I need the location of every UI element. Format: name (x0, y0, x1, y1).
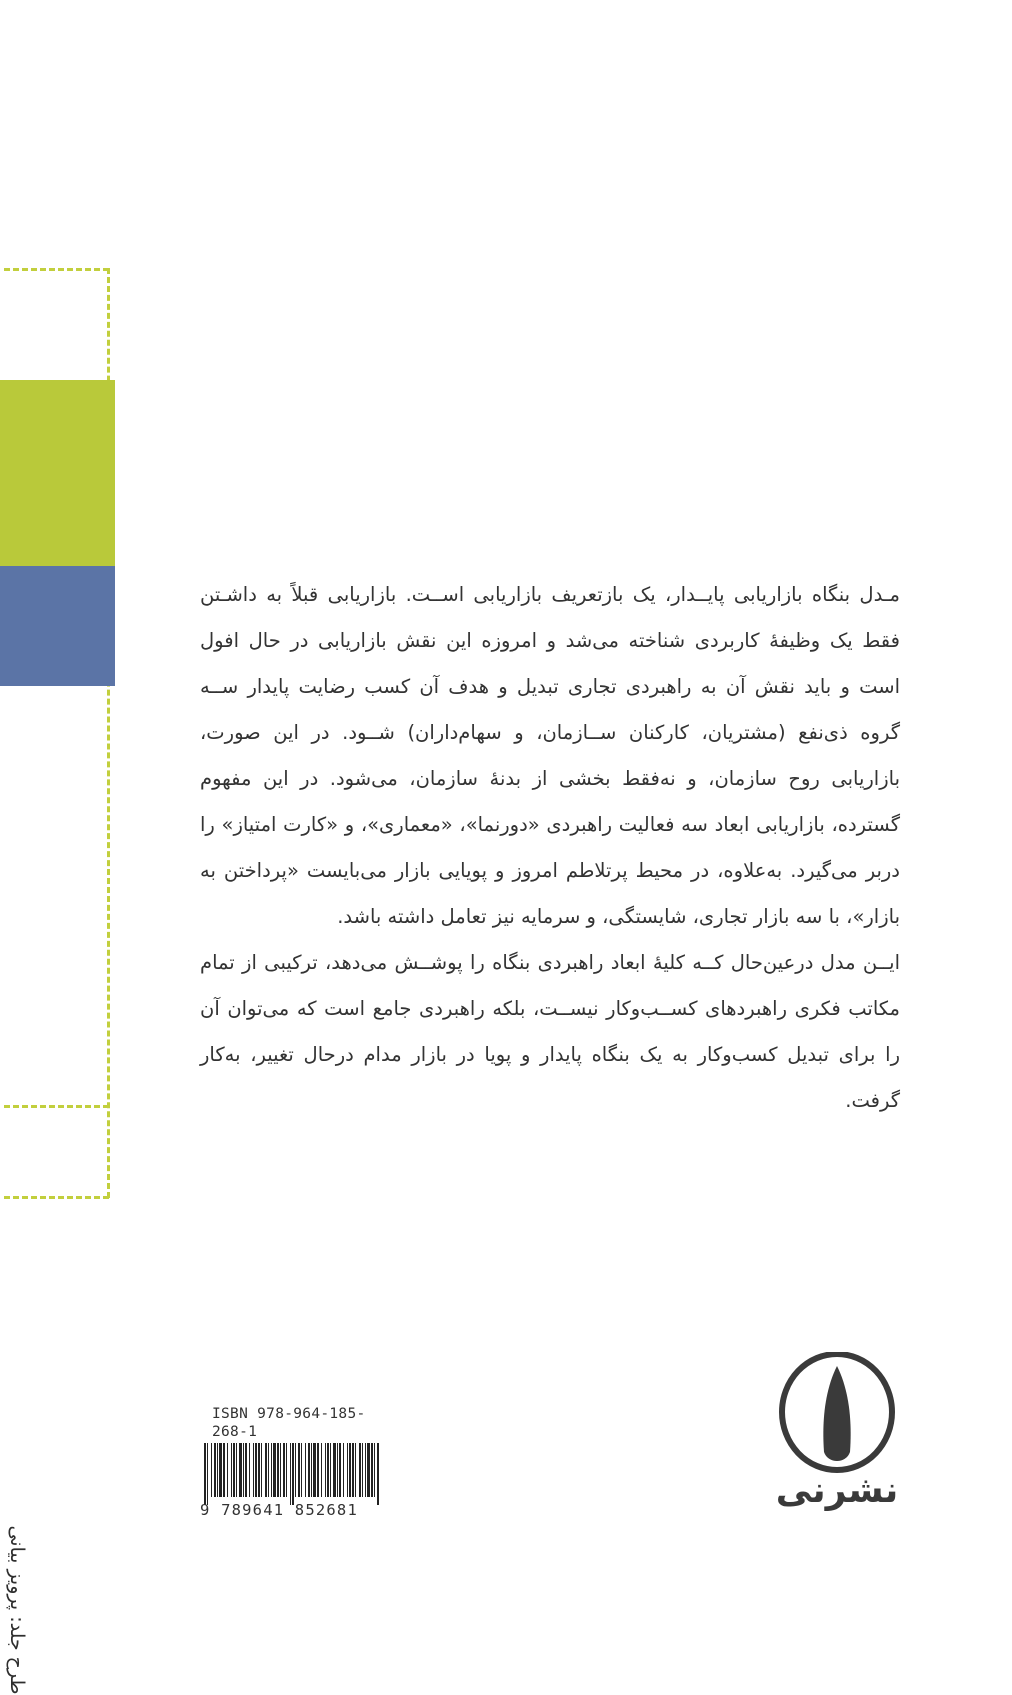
barcode-digits: 9 789641 852681 (200, 1501, 358, 1519)
dashed-frame-top (4, 268, 109, 271)
cover-designer-credit: طرح جلد: پرویز بیانی (6, 1525, 28, 1695)
blurb-paragraph-1: مـدل بنگاه بازاریابی پایــدار، یک بازتعریف بازاریابی اســت. بازاریابی قبلاً به داشـتن فقط یک وظیفهٔ کاربردی شناخته می‌شد و امروزه این نقش بازاریابی در حال افول است و باید نقش آن به راهبردی تجاری تبدیل و هدف آن کسب رضایت پایدار ســه گروه ذی‌نفع (مشتریان، کارکنان ســازمان، و سهام‌داران) شــود. در این صورت، بازاریابی روح سازمان، و نه‌فقط بخشی از بدنهٔ سازمان، می‌شود. در این مفهوم گسترده، بازاریابی ابعاد سه فعالیت راهبردی «دورنما»، «معماری»، و «کارت امتیاز» را دربر می‌گیرد. به‌علاوه، در محیط پرتلاطم امروز و پویایی بازار می‌بایست «پرداختن به بازار»، با سه بازار تجاری، شایستگی، و سرمایه نیز تعامل داشته باشد. (200, 583, 900, 928)
blue-color-band (0, 566, 115, 686)
dashed-frame-bottom (4, 1196, 109, 1199)
dashed-frame-middle (4, 1105, 109, 1108)
isbn-label: ISBN 978-964-185-268-1 (212, 1406, 366, 1440)
publisher-logo (772, 1352, 902, 1552)
blurb-paragraph-2: ایــن مدل درعین‌حال کــه کلیهٔ ابعاد راهبردی بنگاه را پوشــش می‌دهد، ترکیبی از تمام مکاتب فکری راهبردهای کســب‌وکار نیســت، بلکه راهبردی جامع است که می‌توان آن را برای تبدیل کسب‌وکار به یک بنگاه پایدار و پویا در بازار مدام درحال تغییر، به‌کار گرفت. (200, 951, 900, 1112)
back-cover-blurb (200, 572, 900, 1124)
publisher-name: نشرنی (775, 1470, 899, 1511)
reed-leaf-logo-icon (772, 1352, 902, 1477)
barcode-icon (200, 1443, 385, 1505)
isbn-barcode (200, 1405, 400, 1519)
green-color-band (0, 380, 115, 566)
